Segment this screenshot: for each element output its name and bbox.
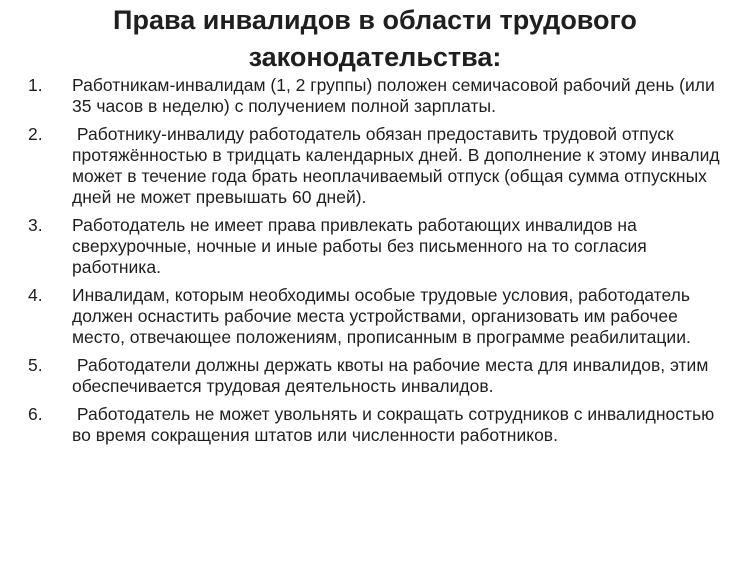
list-item-number: 2. (28, 124, 43, 144)
list-item (28, 124, 733, 208)
list-item-number: 5. (28, 355, 43, 375)
list-item-number: 1. (28, 75, 43, 95)
slide-title (0, 2, 750, 76)
list-item-text: Работодатель не может увольнять и сокращать сотрудников с инвалидностью во время сокращения штатов или численности работников. (72, 404, 720, 445)
list-item-text: Работодатели должны держать квоты на рабочие места для инвалидов, этим обеспечивается трудовая деятельность инвалидов. (72, 355, 714, 396)
list-item (28, 215, 733, 278)
list-item-number: 4. (28, 285, 43, 305)
list-item (28, 404, 733, 446)
list-item-number: 6. (28, 404, 43, 424)
slide-title-line-1: Права инвалидов в области трудового (113, 5, 637, 35)
list-item (28, 75, 733, 117)
slide-title-line-2: законодательства: (248, 42, 502, 72)
list-item-text: Работодатель не имеет права привлекать работающих инвалидов на сверхурочные, ночные и иные работы без письменного на то согласия работника. (72, 215, 652, 277)
list-item (28, 285, 733, 348)
rights-list (28, 75, 733, 453)
list-item-number: 3. (28, 215, 43, 235)
list-item-text: Инвалидам, которым необходимы особые трудовые условия, работодатель должен оснастить рабочие места устройствами, организовать им рабочее место, отвечающее положениям, прописанным в программе реабилитации. (72, 285, 695, 347)
list-item-text: Работникам-инвалидам (1, 2 группы) положен семичасовой рабочий день (или 35 часов в неделю) с получением полной зарплаты. (72, 75, 720, 116)
list-item-text: Работнику-инвалиду работодатель обязан предоставить трудовой отпуск протяжённостью в тридцать календарных дней. В дополнение к этому инвалид может в течение года брать неоплачиваемый отпуск (общая сумма отпускных дней не может превышать 60 дней). (72, 124, 725, 207)
list-item (28, 355, 733, 397)
